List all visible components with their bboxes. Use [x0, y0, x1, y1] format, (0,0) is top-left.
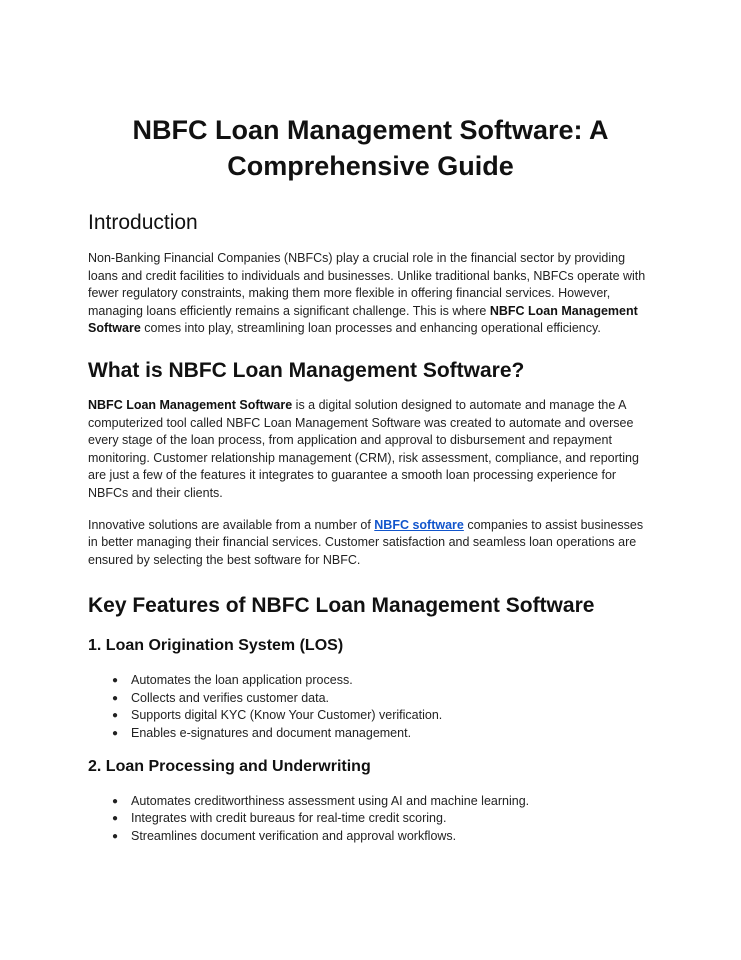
- list-item: [88, 690, 653, 707]
- list-item-text: Supports digital KYC (Know Your Customer) verification.: [131, 708, 443, 723]
- loan-processing-heading: 2. Loan Processing and Underwriting: [88, 757, 371, 775]
- document-title-line-2: Comprehensive Guide: [227, 151, 514, 181]
- key-features-heading: Key Features of NBFC Loan Management Software: [88, 594, 595, 618]
- list-item: [88, 793, 653, 810]
- bullet-icon: ●: [112, 692, 119, 704]
- list-item-text: Collects and verifies customer data.: [131, 690, 330, 705]
- list-item-text: Streamlines document verification and approval workflows.: [131, 828, 457, 843]
- definition-text: is a digital solution designed to automate and manage the A computerized tool called NBFC Loan Management Software was created to automate and oversee every stage of the loan process, from application and approval to disbursement and repayment monitoring. Customer relationship management (CRM), risk assessment, compliance, and reporting are just a few of the features it integrates to guarantee a smooth loan processing experience for NBFCs and their clients.: [88, 397, 639, 500]
- document-content: [88, 112, 653, 845]
- bullet-icon: ●: [112, 727, 119, 739]
- document-title: [88, 112, 653, 184]
- innovative-text-end: companies to assist businesses in better managing their financial services. Customer satisfaction and seamless loan operations are ensured by selecting the best software for NBFC.: [88, 517, 644, 567]
- innovative-text-start: Innovative solutions are available from a number of: [88, 517, 375, 532]
- nbfc-software-link[interactable]: NBFC software: [374, 517, 464, 532]
- bullet-icon: ●: [112, 795, 119, 807]
- introduction-paragraph: [88, 250, 653, 338]
- bullet-icon: ●: [112, 813, 119, 825]
- loan-origination-list: [88, 672, 653, 742]
- bullet-icon: ●: [112, 830, 119, 842]
- list-item-text: Automates the loan application process.: [131, 673, 353, 688]
- innovative-solutions-paragraph: [88, 517, 653, 570]
- list-item: [88, 725, 653, 742]
- loan-origination-heading: 1. Loan Origination System (LOS): [88, 637, 344, 655]
- introduction-heading: Introduction: [88, 211, 198, 234]
- what-is-heading: What is NBFC Loan Management Software?: [88, 358, 525, 382]
- list-item: [88, 810, 653, 827]
- definition-bold-term: NBFC Loan Management Software: [88, 397, 293, 412]
- introduction-text-start: Non-Banking Financial Companies (NBFCs) play a crucial role in the financial sector by providing loans and credit facilities to individuals and businesses. Unlike traditional banks, NBFCs operate with fewer regulatory constraints, making them more flexible in offering financial services. However, managing loans efficiently remains a significant challenge. This is where: [88, 251, 646, 318]
- introduction-text-end: comes into play, streamlining loan processes and enhancing operational efficiency.: [140, 321, 601, 336]
- loan-processing-list: [88, 793, 653, 845]
- bullet-icon: ●: [112, 675, 119, 687]
- list-item: [88, 672, 653, 689]
- document-title-line-1: NBFC Loan Management Software: A: [132, 115, 609, 145]
- list-item: [88, 828, 653, 845]
- definition-paragraph: [88, 397, 653, 503]
- list-item-text: Integrates with credit bureaus for real-time credit scoring.: [131, 811, 447, 826]
- introduction-bold-term: NBFC Loan Management Software: [88, 303, 638, 336]
- list-item-text: Enables e-signatures and document management.: [131, 725, 412, 740]
- list-item: [88, 707, 653, 724]
- list-item-text: Automates creditworthiness assessment using AI and machine learning.: [131, 793, 530, 808]
- bullet-icon: ●: [112, 710, 119, 722]
